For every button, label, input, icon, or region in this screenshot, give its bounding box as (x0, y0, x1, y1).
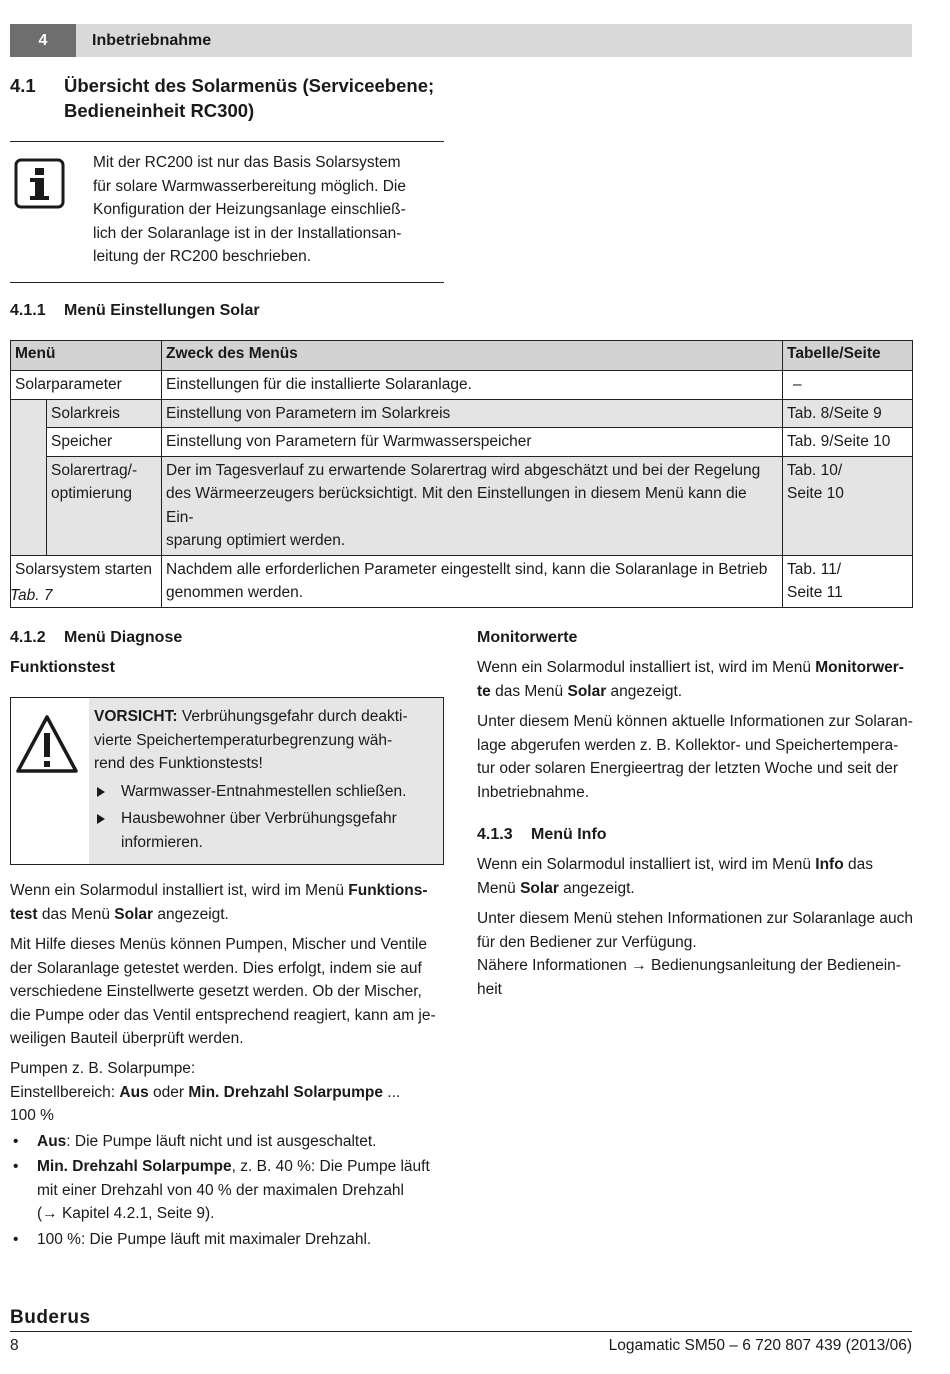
para-line: weiligen Bauteil überprüft werden. (10, 1030, 244, 1047)
info-para-1 (477, 853, 917, 900)
buderus-logo: Buderus (10, 1307, 91, 1328)
warning-text (94, 705, 434, 854)
section-4-1-3-number: 4.1.3 (477, 826, 513, 843)
para-line: Unter diesem Menü stehen Informationen zur Solaranlage auch (477, 910, 913, 927)
warning-box (10, 697, 444, 865)
cell-purpose (162, 555, 783, 607)
monitorwerte-heading: Monitorwerte (477, 629, 578, 646)
info-line: Mit der RC200 ist nur das Basis Solarsystem (93, 154, 401, 171)
cell-purpose: Einstellungen für die installierte Solaranlage. (162, 371, 783, 400)
table-header-row (11, 341, 913, 371)
cell-line: Seite 11 (787, 584, 843, 601)
para-line: für den Bediener zur Verfügung. (477, 933, 697, 951)
cell-line: genommen werden. (166, 584, 303, 601)
section-4-1-1-number: 4.1.1 (10, 302, 46, 319)
cell-line: sparung optimiert werden. (166, 532, 346, 549)
text: das Menü (490, 682, 568, 700)
menu-ref: Solar (114, 905, 154, 923)
para-line: mit einer Drehzahl von 40 % der maximalen Drehzahl (37, 1181, 404, 1199)
section-4-1-title-line1: Übersicht des Solarmenüs (Serviceebene; (64, 75, 435, 96)
cell-ref (783, 555, 913, 607)
cell-line: Solarertrag/- (51, 461, 138, 479)
action-text: informieren. (121, 833, 203, 851)
menu-ref: Solar (520, 879, 559, 897)
cell-menu: Solarsystem starten (11, 555, 162, 607)
para-line: Unter diesem Menü können aktuelle Informationen zur Solaran- (477, 713, 913, 730)
info-line: lich der Solaranlage ist in der Installationsan- (93, 224, 402, 242)
cell-line: Der im Tagesverlauf zu erwartende Solarertrag wird abgeschätzt und bei der Regelung (166, 461, 761, 479)
indent-cell (11, 399, 47, 555)
text: das Menü (37, 905, 115, 923)
arrow-bullet-icon (97, 814, 105, 824)
cell-line: Seite 10 (787, 485, 844, 502)
solar-menu-table (10, 340, 913, 608)
list-item (10, 1155, 440, 1226)
list-item (10, 1130, 440, 1154)
para-line: der Solaranlage getestet werden. Dies erfolgt, indem sie auf (10, 959, 422, 977)
info-line: leitung der RC200 beschrieben. (93, 248, 311, 265)
cell-menu: Solarparameter (11, 371, 162, 400)
text: Wenn ein Solarmodul installiert ist, wird im Menü (477, 856, 816, 873)
text: : Die Pumpe läuft nicht und ist ausgeschaltet. (66, 1132, 377, 1150)
list-item (10, 1228, 440, 1252)
section-4-1-2-number: 4.1.2 (10, 629, 46, 646)
cell-purpose: Einstellung von Parametern im Solarkreis (162, 399, 783, 428)
para-line (477, 877, 917, 901)
text: Wenn ein Solarmodul installiert ist, wird im Menü (10, 882, 349, 899)
header-menu: Menü (11, 341, 162, 371)
para-line: 100 % (10, 1107, 54, 1124)
text: angezeigt. (558, 879, 635, 897)
info-note-text (93, 151, 423, 269)
page-number: 8 (10, 1337, 19, 1354)
para-line: Mit Hilfe dieses Menüs können Pumpen, Mischer und Ventile (10, 936, 427, 953)
chapter-title: Inbetriebnahme (92, 32, 212, 49)
funktionstest-para-2 (10, 933, 440, 1051)
para-line: lage abgerufen werden z. B. Kollektor- und Speichertempera- (477, 736, 899, 754)
warning-action-item (94, 807, 434, 854)
value-term: Min. Drehzahl Solarpumpe (188, 1083, 383, 1101)
cell-line: optimierung (51, 485, 132, 502)
arrow-bullet-icon (97, 787, 105, 797)
cell-menu (47, 456, 162, 555)
header-ref: Tabelle/Seite (783, 341, 913, 371)
cell-ref: Tab. 8/Seite 9 (783, 399, 913, 428)
funktionstest-para-1 (10, 879, 440, 926)
para-line: Pumpen z. B. Solarpumpe: (10, 1060, 196, 1077)
cell-menu: Solarkreis (47, 399, 162, 428)
table-row (11, 456, 913, 555)
text: das (843, 856, 873, 873)
info-para-2 (477, 907, 917, 1001)
warning-action-item (94, 780, 434, 804)
text: angezeigt. (153, 905, 229, 923)
bullet-dot-icon: • (13, 1230, 19, 1248)
bullet-dot-icon: • (13, 1158, 19, 1175)
funktionstest-heading: Funktionstest (10, 659, 115, 676)
para-line (10, 1081, 440, 1105)
footer-divider (10, 1331, 912, 1332)
text: 100 %: Die Pumpe läuft mit maximaler Drehzahl. (37, 1230, 372, 1248)
value-term: Aus (37, 1132, 67, 1150)
text: , z. B. 40 %: Die Pumpe läuft (231, 1158, 430, 1175)
menu-ref: Funktions- (348, 882, 428, 899)
para-line (10, 879, 440, 903)
section-4-1-2-title: Menü Diagnose (64, 629, 183, 646)
chapter-number: 4 (10, 24, 76, 57)
warning-line: vierte Speichertemperaturbegrenzung wäh- (94, 731, 393, 749)
document-reference: Logamatic SM50 – 6 720 807 439 (2013/06) (608, 1337, 912, 1354)
bullet-dot-icon: • (13, 1132, 19, 1150)
para-line: heit (477, 980, 502, 998)
para-line (10, 903, 440, 927)
section-4-1-1-title: Menü Einstellungen Solar (64, 302, 260, 319)
cell-line: Nachdem alle erforderlichen Parameter eingestellt sind, kann die Solaranlage in Betrieb (166, 560, 768, 578)
warning-line-text: Verbrühungsgefahr durch deakti- (181, 708, 408, 725)
menu-ref: Info (815, 856, 844, 873)
text: oder (148, 1083, 189, 1101)
warning-line (94, 705, 434, 729)
para-line (477, 680, 917, 704)
cell-ref (783, 456, 913, 555)
cell-purpose: Einstellung von Parametern für Warmwasserspeicher (162, 428, 783, 457)
cell-line: Tab. 11/ (787, 560, 842, 578)
manual-reference[interactable]: Nähere Informationen → Bedienungsanleitung der Bedienein- (477, 957, 901, 974)
table-row (11, 555, 913, 607)
value-term: Aus (119, 1083, 149, 1101)
info-icon (14, 158, 65, 209)
monitorwerte-para-2 (477, 710, 917, 804)
table-row (11, 399, 913, 428)
para-line (477, 853, 917, 877)
para-line: verschiedene Einstellwerte gesetzt werden. Ob der Mischer, (10, 983, 422, 1000)
text: ... (383, 1083, 401, 1101)
table-row (11, 371, 913, 400)
text: angezeigt. (606, 682, 683, 700)
cell-ref: Tab. 9/Seite 10 (783, 428, 913, 457)
info-line: Konfiguration der Heizungsanlage einschließ- (93, 201, 406, 218)
action-text: Hausbewohner über Verbrühungsgefahr (121, 810, 397, 827)
table-row (11, 428, 913, 457)
cell-line: des Wärmeerzeugers berücksichtigt. Mit den Einstellungen in diesem Menü kann die Ein- (166, 485, 747, 526)
info-note-box (10, 141, 444, 283)
value-term: Min. Drehzahl Solarpumpe (37, 1158, 232, 1175)
text: Wenn ein Solarmodul installiert ist, wird im Menü (477, 659, 816, 676)
menu-ref: Monitorwer- (815, 659, 904, 676)
menu-ref: te (477, 682, 491, 700)
cell-purpose (162, 456, 783, 555)
chapter-header-bar (10, 24, 912, 57)
cell-line: Tab. 10/ (787, 461, 843, 479)
header-purpose: Zweck des Menüs (162, 341, 783, 371)
chapter-link[interactable]: (→ Kapitel 4.2.1, Seite 9). (37, 1205, 215, 1222)
warning-triangle-icon (15, 713, 79, 775)
menu-ref: test (10, 905, 38, 923)
para-line: Inbetriebnahme. (477, 783, 590, 801)
menu-ref: Solar (567, 682, 607, 700)
text: Einstellbereich: (10, 1083, 120, 1101)
cell-menu: Speicher (47, 428, 162, 457)
para-line: die Pumpe oder das Ventil entsprechend reagiert, kann am je- (10, 1006, 436, 1024)
funktionstest-para-3 (10, 1057, 440, 1251)
info-line: für solare Warmwasserbereitung möglich. Die (93, 177, 406, 195)
warning-line: rend des Funktionstests! (94, 755, 263, 772)
cell-ref: – (783, 371, 913, 400)
action-text: Warmwasser-Entnahmestellen schließen. (121, 782, 407, 800)
para-line: tur oder solaren Energieertrag der letzten Woche und seit der (477, 760, 899, 777)
warning-label: VORSICHT: (94, 708, 178, 725)
section-4-1-title-line2: Bedieneinheit RC300) (64, 100, 255, 121)
section-4-1-3-title: Menü Info (531, 826, 607, 843)
monitorwerte-para-1 (477, 656, 917, 703)
warning-icon-area (11, 698, 89, 864)
para-line (477, 656, 917, 680)
section-4-1-number: 4.1 (10, 75, 36, 96)
text: Menü (477, 879, 521, 897)
table-caption: Tab. 7 (10, 587, 53, 604)
warning-text-area (89, 698, 443, 864)
